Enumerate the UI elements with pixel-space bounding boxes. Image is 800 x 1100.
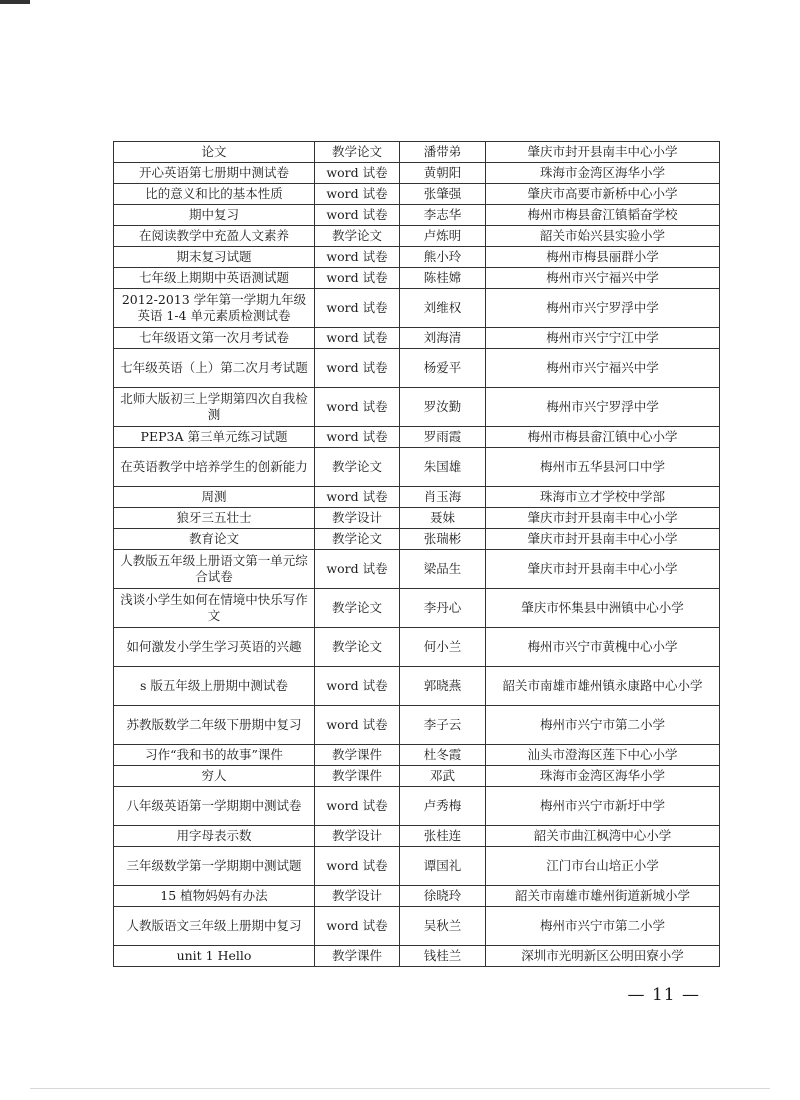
cell-type: 教学论文	[315, 628, 400, 667]
table-row	[114, 946, 720, 967]
cell-title: 15 植物妈妈有办法	[114, 886, 315, 907]
cell-author: 徐晓玲	[400, 886, 486, 907]
cell-school: 深圳市光明新区公明田寮小学	[486, 946, 720, 967]
cell-type: word 试卷	[315, 328, 400, 349]
table-row	[114, 388, 720, 427]
cell-school: 韶关市始兴县实验小学	[486, 226, 720, 247]
table-row	[114, 184, 720, 205]
cell-title: 七年级上期期中英语测试题	[114, 268, 315, 289]
cell-type: word 试卷	[315, 487, 400, 508]
cell-title: 狼牙三五壮士	[114, 508, 315, 529]
cell-type: 教学课件	[315, 745, 400, 766]
cell-type: word 试卷	[315, 667, 400, 706]
cell-school: 梅州市梅县丽群小学	[486, 247, 720, 268]
table-row	[114, 529, 720, 550]
table-row	[114, 787, 720, 826]
cell-type: word 试卷	[315, 907, 400, 946]
page-number: — 11 —	[627, 985, 700, 1005]
cell-school: 肇庆市封开县南丰中心小学	[486, 508, 720, 529]
cell-author: 卢炼明	[400, 226, 486, 247]
cell-title: 苏教版数学二年级下册期中复习	[114, 706, 315, 745]
cell-title: 论文	[114, 142, 315, 163]
cell-title: 比的意义和比的基本性质	[114, 184, 315, 205]
cell-author: 潘带弟	[400, 142, 486, 163]
cell-type: 教学论文	[315, 448, 400, 487]
cell-author: 张桂连	[400, 826, 486, 847]
table-row	[114, 163, 720, 184]
cell-author: 杜冬霞	[400, 745, 486, 766]
table-row	[114, 667, 720, 706]
cell-title: 穷人	[114, 766, 315, 787]
cell-author: 肖玉海	[400, 487, 486, 508]
cell-title: 人教版语文三年级上册期中复习	[114, 907, 315, 946]
cell-author: 吴秋兰	[400, 907, 486, 946]
cell-school: 韶关市南雄市雄州镇永康路中心小学	[486, 667, 720, 706]
cell-school: 肇庆市高要市新桥中心小学	[486, 184, 720, 205]
cell-school: 肇庆市封开县南丰中心小学	[486, 550, 720, 589]
cell-author: 黄朝阳	[400, 163, 486, 184]
cell-title: 如何激发小学生学习英语的兴趣	[114, 628, 315, 667]
cell-type: word 试卷	[315, 847, 400, 886]
cell-author: 郭晓燕	[400, 667, 486, 706]
table-row	[114, 550, 720, 589]
table-row	[114, 247, 720, 268]
table-row	[114, 226, 720, 247]
table-row	[114, 847, 720, 886]
cell-author: 陈桂嫦	[400, 268, 486, 289]
cell-type: word 试卷	[315, 388, 400, 427]
cell-author: 罗雨霞	[400, 427, 486, 448]
cell-author: 李志华	[400, 205, 486, 226]
cell-title: 习作“我和书的故事”课件	[114, 745, 315, 766]
cell-type: word 试卷	[315, 268, 400, 289]
cell-school: 韶关市南雄市雄州街道新城小学	[486, 886, 720, 907]
cell-school: 韶关市曲江枫湾中心小学	[486, 826, 720, 847]
cell-school: 汕头市澄海区莲下中心小学	[486, 745, 720, 766]
cell-author: 罗汝勤	[400, 388, 486, 427]
cell-author: 聂妹	[400, 508, 486, 529]
table-row	[114, 628, 720, 667]
table-row	[114, 745, 720, 766]
cell-type: 教学课件	[315, 946, 400, 967]
cell-school: 梅州市兴宁市第二小学	[486, 907, 720, 946]
cell-author: 朱国雄	[400, 448, 486, 487]
cell-author: 谭国礼	[400, 847, 486, 886]
cell-title: 周测	[114, 487, 315, 508]
cell-title: 北师大版初三上学期第四次自我检测	[114, 388, 315, 427]
cell-school: 珠海市金湾区海华小学	[486, 163, 720, 184]
cell-school: 梅州市兴宁宁江中学	[486, 328, 720, 349]
cell-author: 张瑞彬	[400, 529, 486, 550]
table-row	[114, 289, 720, 328]
cell-type: word 试卷	[315, 163, 400, 184]
cell-type: 教学课件	[315, 766, 400, 787]
cell-type: 教学论文	[315, 529, 400, 550]
scan-corner-mark	[0, 0, 30, 4]
cell-title: 三年级数学第一学期期中测试题	[114, 847, 315, 886]
cell-author: 刘维权	[400, 289, 486, 328]
cell-type: 教学设计	[315, 508, 400, 529]
cell-school: 梅州市兴宁福兴中学	[486, 349, 720, 388]
cell-school: 梅州市兴宁市新圩中学	[486, 787, 720, 826]
cell-type: 教学设计	[315, 886, 400, 907]
award-list-table	[113, 141, 720, 967]
award-list-body	[114, 142, 720, 967]
cell-type: 教学论文	[315, 589, 400, 628]
table-row	[114, 487, 720, 508]
cell-type: word 试卷	[315, 427, 400, 448]
table-row	[114, 268, 720, 289]
cell-type: 教学论文	[315, 142, 400, 163]
cell-type: word 试卷	[315, 349, 400, 388]
cell-type: word 试卷	[315, 184, 400, 205]
table-row	[114, 427, 720, 448]
cell-school: 梅州市兴宁福兴中学	[486, 268, 720, 289]
cell-school: 梅州市兴宁罗浮中学	[486, 289, 720, 328]
cell-title: s 版五年级上册期中测试卷	[114, 667, 315, 706]
table-row	[114, 766, 720, 787]
cell-title: PEP3A 第三单元练习试题	[114, 427, 315, 448]
cell-school: 梅州市五华县河口中学	[486, 448, 720, 487]
cell-title: 在英语教学中培养学生的创新能力	[114, 448, 315, 487]
cell-school: 肇庆市怀集县中洲镇中心小学	[486, 589, 720, 628]
cell-school: 肇庆市封开县南丰中心小学	[486, 529, 720, 550]
cell-title: 期末复习试题	[114, 247, 315, 268]
cell-author: 李丹心	[400, 589, 486, 628]
cell-author: 邓武	[400, 766, 486, 787]
cell-type: word 试卷	[315, 706, 400, 745]
cell-type: word 试卷	[315, 289, 400, 328]
cell-title: 浅谈小学生如何在情境中快乐写作文	[114, 589, 315, 628]
cell-title: unit 1 Hello	[114, 946, 315, 967]
table-row	[114, 508, 720, 529]
cell-author: 杨爱平	[400, 349, 486, 388]
table-row	[114, 328, 720, 349]
cell-author: 梁品生	[400, 550, 486, 589]
cell-title: 2012-2013 学年第一学期九年级英语 1-4 单元素质检测试卷	[114, 289, 315, 328]
table-row	[114, 706, 720, 745]
cell-type: word 试卷	[315, 247, 400, 268]
cell-title: 人教版五年级上册语文第一单元综合试卷	[114, 550, 315, 589]
cell-school: 珠海市立才学校中学部	[486, 487, 720, 508]
cell-author: 卢秀梅	[400, 787, 486, 826]
cell-title: 开心英语第七册期中测试卷	[114, 163, 315, 184]
cell-title: 用字母表示数	[114, 826, 315, 847]
cell-author: 张肇强	[400, 184, 486, 205]
cell-type: word 试卷	[315, 550, 400, 589]
cell-school: 珠海市金湾区海华小学	[486, 766, 720, 787]
cell-author: 刘海清	[400, 328, 486, 349]
cell-school: 肇庆市封开县南丰中心小学	[486, 142, 720, 163]
cell-school: 梅州市兴宁市黄槐中心小学	[486, 628, 720, 667]
table-row	[114, 349, 720, 388]
cell-author: 钱桂兰	[400, 946, 486, 967]
cell-school: 梅州市兴宁罗浮中学	[486, 388, 720, 427]
table-row	[114, 142, 720, 163]
cell-title: 在阅读教学中充盈人文素养	[114, 226, 315, 247]
cell-school: 梅州市兴宁市第二小学	[486, 706, 720, 745]
cell-title: 教育论文	[114, 529, 315, 550]
table-row	[114, 907, 720, 946]
cell-type: 教学论文	[315, 226, 400, 247]
cell-title: 七年级英语（上）第二次月考试题	[114, 349, 315, 388]
cell-school: 梅州市梅县畲江镇韬奋学校	[486, 205, 720, 226]
cell-author: 熊小玲	[400, 247, 486, 268]
cell-title: 期中复习	[114, 205, 315, 226]
cell-author: 何小兰	[400, 628, 486, 667]
cell-type: word 试卷	[315, 787, 400, 826]
cell-school: 梅州市梅县畲江镇中心小学	[486, 427, 720, 448]
table-row	[114, 448, 720, 487]
table-row	[114, 886, 720, 907]
cell-school: 江门市台山培正小学	[486, 847, 720, 886]
cell-title: 八年级英语第一学期期中测试卷	[114, 787, 315, 826]
table-row	[114, 205, 720, 226]
table-row	[114, 589, 720, 628]
cell-author: 李子云	[400, 706, 486, 745]
table-row	[114, 826, 720, 847]
cell-title: 七年级语文第一次月考试卷	[114, 328, 315, 349]
cell-type: 教学设计	[315, 826, 400, 847]
cell-type: word 试卷	[315, 205, 400, 226]
bottom-divider	[30, 1088, 770, 1089]
